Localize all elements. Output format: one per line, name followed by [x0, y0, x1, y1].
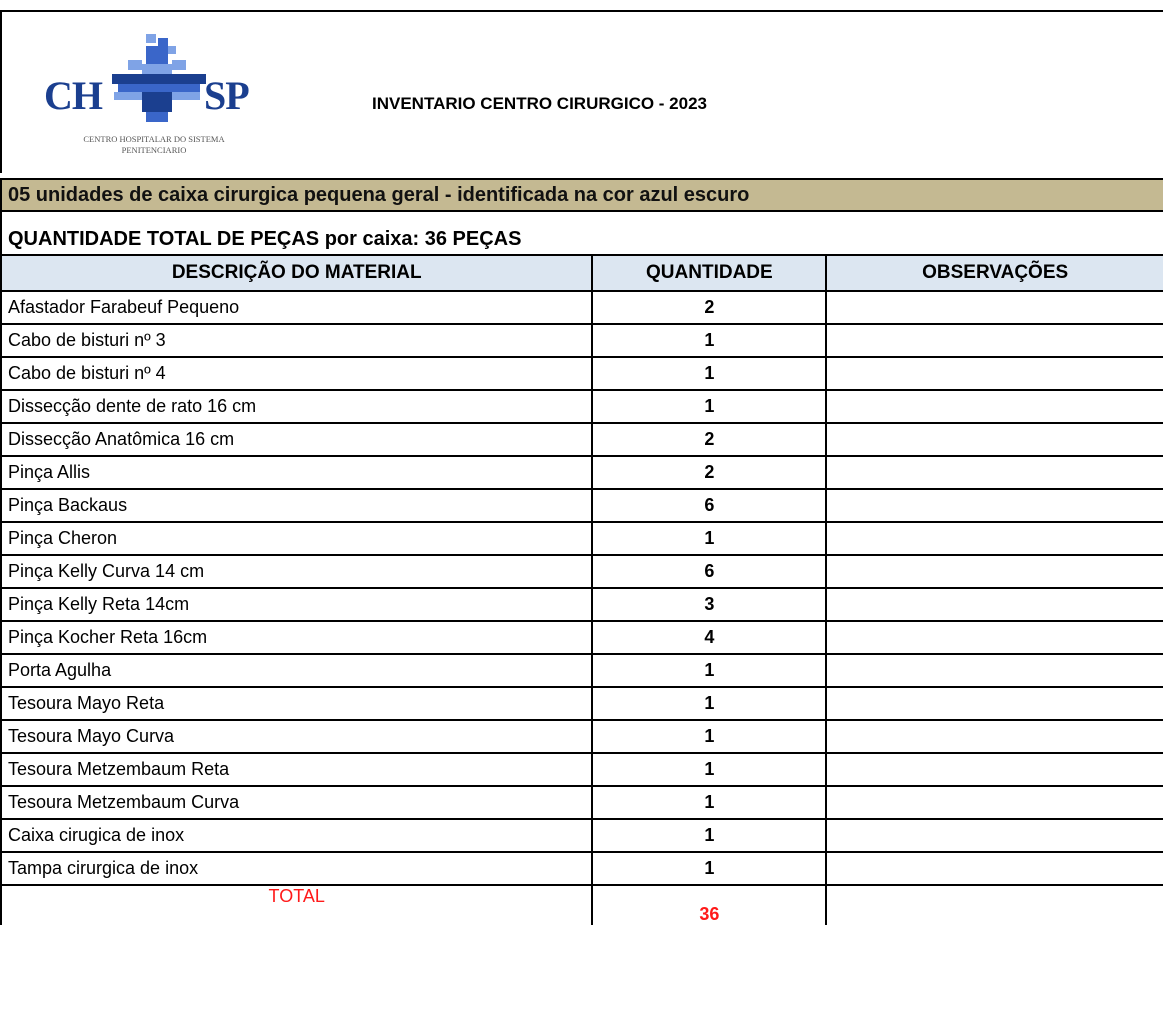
- chsp-logo: [34, 34, 274, 164]
- row-observations: [826, 324, 1163, 357]
- total-label: TOTAL: [1, 885, 592, 925]
- row-description: Pinça Backaus: [1, 489, 592, 522]
- table-row: [1, 324, 1163, 357]
- row-description: Cabo de bisturi nº 4: [1, 357, 592, 390]
- row-quantity: 1: [592, 687, 826, 720]
- row-observations: [826, 357, 1163, 390]
- table-row: [1, 555, 1163, 588]
- table-row: [1, 621, 1163, 654]
- logo-sp-text: SP: [204, 73, 249, 118]
- row-observations: [826, 489, 1163, 522]
- row-observations: [826, 390, 1163, 423]
- total-pieces-per-box: QUANTIDADE TOTAL DE PEÇAS por caixa: 36 PEÇAS: [0, 212, 1163, 254]
- row-quantity: 1: [592, 390, 826, 423]
- header-quantity: QUANTIDADE: [592, 255, 826, 291]
- row-description: Pinça Kelly Reta 14cm: [1, 588, 592, 621]
- box-description-banner: 05 unidades de caixa cirurgica pequena geral - identificada na cor azul escuro: [0, 178, 1163, 212]
- table-row: [1, 753, 1163, 786]
- row-description: Tesoura Mayo Curva: [1, 720, 592, 753]
- row-quantity: 1: [592, 654, 826, 687]
- inventory-table: [0, 254, 1163, 925]
- row-description: Pinça Cheron: [1, 522, 592, 555]
- row-observations: [826, 852, 1163, 885]
- table-row: [1, 291, 1163, 324]
- row-quantity: 1: [592, 852, 826, 885]
- row-quantity: 4: [592, 621, 826, 654]
- row-quantity: 1: [592, 357, 826, 390]
- row-observations: [826, 522, 1163, 555]
- row-description: Tesoura Metzembaum Reta: [1, 753, 592, 786]
- table-row: [1, 786, 1163, 819]
- row-quantity: 2: [592, 423, 826, 456]
- row-observations: [826, 753, 1163, 786]
- row-quantity: 1: [592, 819, 826, 852]
- row-quantity: 6: [592, 555, 826, 588]
- row-description: Pinça Kelly Curva 14 cm: [1, 555, 592, 588]
- document-header: [0, 10, 1163, 173]
- logo-subtitle-line-2: PENITENCIARIO: [121, 145, 187, 155]
- row-description: Tampa cirurgica de inox: [1, 852, 592, 885]
- row-description: Tesoura Mayo Reta: [1, 687, 592, 720]
- row-quantity: 1: [592, 324, 826, 357]
- table-row: [1, 852, 1163, 885]
- total-row: [1, 885, 1163, 925]
- total-value: 36: [592, 885, 826, 925]
- row-description: Afastador Farabeuf Pequeno: [1, 291, 592, 324]
- row-observations: [826, 456, 1163, 489]
- inventory-rows: [1, 291, 1163, 885]
- row-description: Cabo de bisturi nº 3: [1, 324, 592, 357]
- logo-subtitle-line-1: CENTRO HOSPITALAR DO SISTEMA: [83, 134, 225, 144]
- table-row: [1, 720, 1163, 753]
- row-observations: [826, 291, 1163, 324]
- row-quantity: 3: [592, 588, 826, 621]
- row-description: Dissecção dente de rato 16 cm: [1, 390, 592, 423]
- total-observations: [826, 885, 1163, 925]
- table-row: [1, 390, 1163, 423]
- table-row: [1, 588, 1163, 621]
- row-description: Dissecção Anatômica 16 cm: [1, 423, 592, 456]
- row-quantity: 1: [592, 522, 826, 555]
- row-description: Caixa cirugica de inox: [1, 819, 592, 852]
- table-row: [1, 654, 1163, 687]
- header-observations: OBSERVAÇÕES: [826, 255, 1163, 291]
- row-quantity: 2: [592, 456, 826, 489]
- row-description: Tesoura Metzembaum Curva: [1, 786, 592, 819]
- row-observations: [826, 720, 1163, 753]
- row-observations: [826, 621, 1163, 654]
- logo-cross-icon: [112, 34, 206, 122]
- row-observations: [826, 819, 1163, 852]
- row-description: Porta Agulha: [1, 654, 592, 687]
- table-row: [1, 522, 1163, 555]
- row-observations: [826, 588, 1163, 621]
- table-header-row: [1, 255, 1163, 291]
- row-quantity: 1: [592, 720, 826, 753]
- row-observations: [826, 687, 1163, 720]
- table-row: [1, 687, 1163, 720]
- row-observations: [826, 555, 1163, 588]
- row-description: Pinça Allis: [1, 456, 592, 489]
- table-row: [1, 456, 1163, 489]
- table-row: [1, 423, 1163, 456]
- header-description: DESCRIÇÃO DO MATERIAL: [1, 255, 592, 291]
- table-row: [1, 357, 1163, 390]
- row-observations: [826, 786, 1163, 819]
- logo-ch-text: CH: [44, 73, 102, 118]
- document-title: INVENTARIO CENTRO CIRURGICO - 2023: [372, 94, 708, 113]
- row-quantity: 2: [592, 291, 826, 324]
- row-description: Pinça Kocher Reta 16cm: [1, 621, 592, 654]
- row-quantity: 1: [592, 753, 826, 786]
- row-observations: [826, 423, 1163, 456]
- logo-subtitle: [34, 134, 274, 156]
- table-row: [1, 819, 1163, 852]
- row-observations: [826, 654, 1163, 687]
- table-row: [1, 489, 1163, 522]
- row-quantity: 1: [592, 786, 826, 819]
- row-quantity: 6: [592, 489, 826, 522]
